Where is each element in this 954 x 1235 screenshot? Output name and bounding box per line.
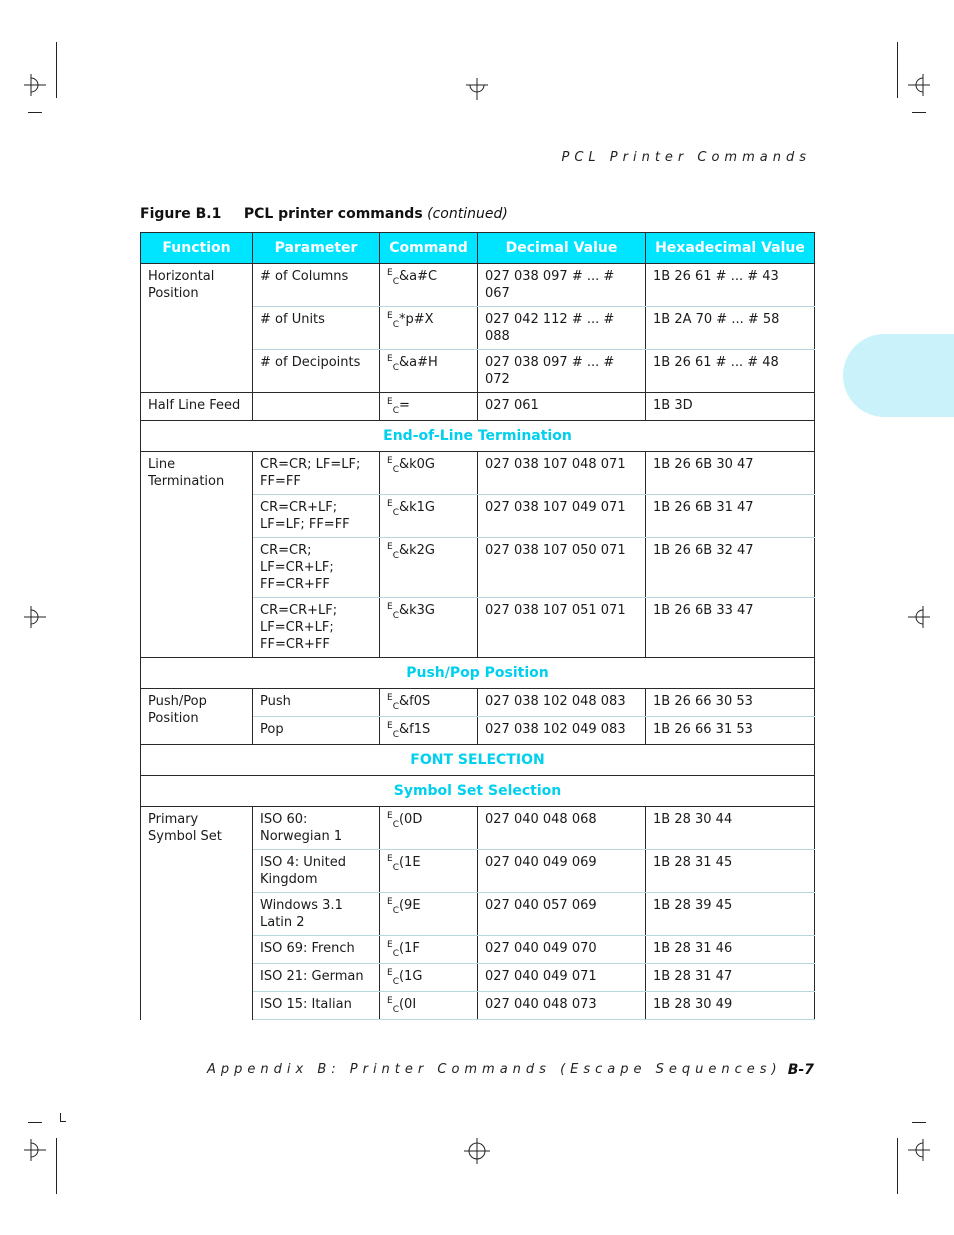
column-header: Parameter xyxy=(253,233,380,264)
command-sequence: (1F xyxy=(398,941,420,956)
command-cell xyxy=(380,495,478,538)
hex-cell: 1B 3D xyxy=(646,393,815,421)
escape-char xyxy=(387,499,399,518)
decimal-cell: 027 038 107 051 071 xyxy=(478,598,646,658)
decimal-cell: 027 038 097 # ... # 067 xyxy=(478,264,646,307)
escape-c: C xyxy=(392,1005,399,1015)
command-sequence: &f0S xyxy=(398,694,431,709)
decimal-cell: 027 040 048 068 xyxy=(478,807,646,850)
escape-e: E xyxy=(387,311,393,321)
escape-char xyxy=(387,897,399,916)
escape-c: C xyxy=(392,949,399,959)
command-sequence: (9E xyxy=(398,898,421,913)
column-header: Decimal Value xyxy=(478,233,646,264)
command-sequence: (0D xyxy=(398,812,423,827)
escape-c: C xyxy=(392,730,399,740)
section-heading: Push/Pop Position xyxy=(141,658,815,689)
parameter-cell: ISO 4: United Kingdom xyxy=(253,850,380,893)
hex-cell: 1B 26 6B 32 47 xyxy=(646,538,815,598)
escape-e: E xyxy=(387,968,393,978)
crop-mark xyxy=(56,42,57,98)
command-sequence: &k2G xyxy=(398,543,435,558)
decimal-cell: 027 038 107 048 071 xyxy=(478,452,646,495)
escape-char xyxy=(387,602,399,621)
crop-mark xyxy=(897,42,898,98)
escape-c: C xyxy=(392,551,399,561)
function-cell: Line Termination xyxy=(141,452,253,658)
figure-number: Figure B.1 xyxy=(140,206,222,222)
escape-char xyxy=(387,693,399,712)
hex-cell: 1B 26 66 31 53 xyxy=(646,717,815,745)
command-cell xyxy=(380,307,478,350)
registration-mark-icon xyxy=(24,606,46,628)
command-cell xyxy=(380,717,478,745)
registration-mark-icon xyxy=(24,74,46,96)
command-sequence: &k0G xyxy=(398,457,435,472)
crop-mark xyxy=(56,1138,57,1194)
crop-mark xyxy=(897,1138,898,1194)
parameter-cell: # of Decipoints xyxy=(253,350,380,393)
escape-e: E xyxy=(387,268,393,278)
hex-cell: 1B 28 31 46 xyxy=(646,936,815,964)
escape-e: E xyxy=(387,897,393,907)
command-cell xyxy=(380,992,478,1020)
parameter-cell: Windows 3.1 Latin 2 xyxy=(253,893,380,936)
hex-cell: 1B 26 61 # ... # 48 xyxy=(646,350,815,393)
registration-mark-icon xyxy=(908,606,930,628)
command-sequence: (0I xyxy=(398,997,417,1012)
escape-e: E xyxy=(387,354,393,364)
column-header: Function xyxy=(141,233,253,264)
hex-cell: 1B 28 31 45 xyxy=(646,850,815,893)
pcl-commands-table xyxy=(140,232,815,1020)
escape-c: C xyxy=(392,977,399,987)
escape-char xyxy=(387,311,399,330)
running-footer: Appendix B: Printer Commands (Escape Sequences) xyxy=(207,1062,782,1077)
parameter-cell: # of Columns xyxy=(253,264,380,307)
command-sequence: &a#H xyxy=(398,355,438,370)
command-cell xyxy=(380,598,478,658)
parameter-cell: Pop xyxy=(253,717,380,745)
crop-mark xyxy=(60,1121,66,1122)
parameter-cell: CR=CR+LF; LF=CR+LF; FF=CR+FF xyxy=(253,598,380,658)
decimal-cell: 027 040 049 070 xyxy=(478,936,646,964)
command-cell xyxy=(380,850,478,893)
escape-e: E xyxy=(387,811,393,821)
escape-e: E xyxy=(387,602,393,612)
registration-mark-icon xyxy=(908,74,930,96)
command-cell xyxy=(380,807,478,850)
registration-mark-icon xyxy=(464,1138,490,1164)
escape-char xyxy=(387,940,399,959)
section-row xyxy=(141,658,815,689)
decimal-cell: 027 061 xyxy=(478,393,646,421)
figure-caption xyxy=(140,206,508,222)
function-cell: Primary Symbol Set xyxy=(141,807,253,1020)
escape-e: E xyxy=(387,542,393,552)
command-cell xyxy=(380,350,478,393)
function-cell: Half Line Feed xyxy=(141,393,253,421)
command-cell xyxy=(380,964,478,992)
parameter-cell: ISO 60: Norwegian 1 xyxy=(253,807,380,850)
decimal-cell: 027 040 057 069 xyxy=(478,893,646,936)
escape-char xyxy=(387,542,399,561)
hex-cell: 1B 26 66 30 53 xyxy=(646,689,815,717)
figure-title: PCL printer commands xyxy=(243,206,423,222)
escape-char xyxy=(387,854,399,873)
crop-mark xyxy=(912,112,926,113)
hex-cell: 1B 26 61 # ... # 43 xyxy=(646,264,815,307)
command-cell xyxy=(380,452,478,495)
page-number: B-7 xyxy=(787,1062,814,1078)
command-cell xyxy=(380,538,478,598)
command-sequence: &k3G xyxy=(398,603,435,618)
escape-e: E xyxy=(387,397,393,407)
escape-char xyxy=(387,354,399,373)
parameter-cell xyxy=(253,393,380,421)
parameter-cell: CR=CR; LF=CR+LF; FF=CR+FF xyxy=(253,538,380,598)
section-row xyxy=(141,745,815,776)
decimal-cell: 027 042 112 # ... # 088 xyxy=(478,307,646,350)
command-sequence: = xyxy=(398,398,410,413)
crop-mark xyxy=(912,1122,926,1123)
section-heading: FONT SELECTION xyxy=(141,745,815,776)
escape-e: E xyxy=(387,456,393,466)
escape-e: E xyxy=(387,693,393,703)
registration-mark-icon xyxy=(466,78,488,100)
command-cell xyxy=(380,264,478,307)
command-sequence: (1G xyxy=(398,969,423,984)
decimal-cell: 027 038 102 048 083 xyxy=(478,689,646,717)
decimal-cell: 027 038 097 # ... # 072 xyxy=(478,350,646,393)
command-sequence: (1E xyxy=(398,855,421,870)
escape-e: E xyxy=(387,721,393,731)
figure-continued: (continued) xyxy=(427,206,508,222)
decimal-cell: 027 040 049 069 xyxy=(478,850,646,893)
command-cell xyxy=(380,936,478,964)
hex-cell: 1B 28 30 49 xyxy=(646,992,815,1020)
parameter-cell: ISO 69: French xyxy=(253,936,380,964)
column-header: Command xyxy=(380,233,478,264)
escape-e: E xyxy=(387,996,393,1006)
escape-e: E xyxy=(387,499,393,509)
parameter-cell: # of Units xyxy=(253,307,380,350)
running-header: PCL Printer Commands xyxy=(561,150,811,165)
function-cell: Push/Pop Position xyxy=(141,689,253,745)
escape-e: E xyxy=(387,940,393,950)
escape-c: C xyxy=(392,820,399,830)
escape-char xyxy=(387,996,399,1015)
escape-c: C xyxy=(392,611,399,621)
hex-cell: 1B 2A 70 # ... # 58 xyxy=(646,307,815,350)
escape-c: C xyxy=(392,320,399,330)
hex-cell: 1B 28 39 45 xyxy=(646,893,815,936)
command-sequence: &a#C xyxy=(398,269,438,284)
escape-char xyxy=(387,397,399,416)
escape-c: C xyxy=(392,363,399,373)
parameter-cell: Push xyxy=(253,689,380,717)
column-header: Hexadecimal Value xyxy=(646,233,815,264)
table-row xyxy=(141,264,815,307)
table-row xyxy=(141,689,815,717)
escape-char xyxy=(387,811,399,830)
section-tab-thumb xyxy=(843,334,954,417)
table-row xyxy=(141,393,815,421)
escape-char xyxy=(387,456,399,475)
escape-e: E xyxy=(387,854,393,864)
table-row xyxy=(141,807,815,850)
escape-c: C xyxy=(392,702,399,712)
escape-char xyxy=(387,721,399,740)
command-cell xyxy=(380,893,478,936)
escape-c: C xyxy=(392,465,399,475)
escape-c: C xyxy=(392,508,399,518)
decimal-cell: 027 040 049 071 xyxy=(478,964,646,992)
hex-cell: 1B 26 6B 31 47 xyxy=(646,495,815,538)
parameter-cell: ISO 21: German xyxy=(253,964,380,992)
section-heading: Symbol Set Selection xyxy=(141,776,815,807)
registration-mark-icon xyxy=(908,1139,930,1161)
decimal-cell: 027 038 102 049 083 xyxy=(478,717,646,745)
section-row xyxy=(141,421,815,452)
table-header-row xyxy=(141,233,815,264)
section-heading: End-of-Line Termination xyxy=(141,421,815,452)
hex-cell: 1B 26 6B 33 47 xyxy=(646,598,815,658)
command-cell xyxy=(380,689,478,717)
registration-mark-icon xyxy=(24,1139,46,1161)
decimal-cell: 027 040 048 073 xyxy=(478,992,646,1020)
parameter-cell: ISO 15: Italian xyxy=(253,992,380,1020)
decimal-cell: 027 038 107 049 071 xyxy=(478,495,646,538)
command-sequence: *p#X xyxy=(398,312,434,327)
hex-cell: 1B 28 30 44 xyxy=(646,807,815,850)
crop-mark xyxy=(28,1122,42,1123)
escape-c: C xyxy=(392,277,399,287)
escape-char xyxy=(387,968,399,987)
decimal-cell: 027 038 107 050 071 xyxy=(478,538,646,598)
crop-mark xyxy=(28,112,42,113)
command-cell xyxy=(380,393,478,421)
parameter-cell: CR=CR; LF=LF; FF=FF xyxy=(253,452,380,495)
escape-c: C xyxy=(392,406,399,416)
command-sequence: &f1S xyxy=(398,722,431,737)
parameter-cell: CR=CR+LF; LF=LF; FF=FF xyxy=(253,495,380,538)
escape-c: C xyxy=(392,863,399,873)
hex-cell: 1B 28 31 47 xyxy=(646,964,815,992)
function-cell: Horizontal Position xyxy=(141,264,253,393)
table-row xyxy=(141,452,815,495)
command-sequence: &k1G xyxy=(398,500,435,515)
escape-c: C xyxy=(392,906,399,916)
section-row xyxy=(141,776,815,807)
escape-char xyxy=(387,268,399,287)
hex-cell: 1B 26 6B 30 47 xyxy=(646,452,815,495)
